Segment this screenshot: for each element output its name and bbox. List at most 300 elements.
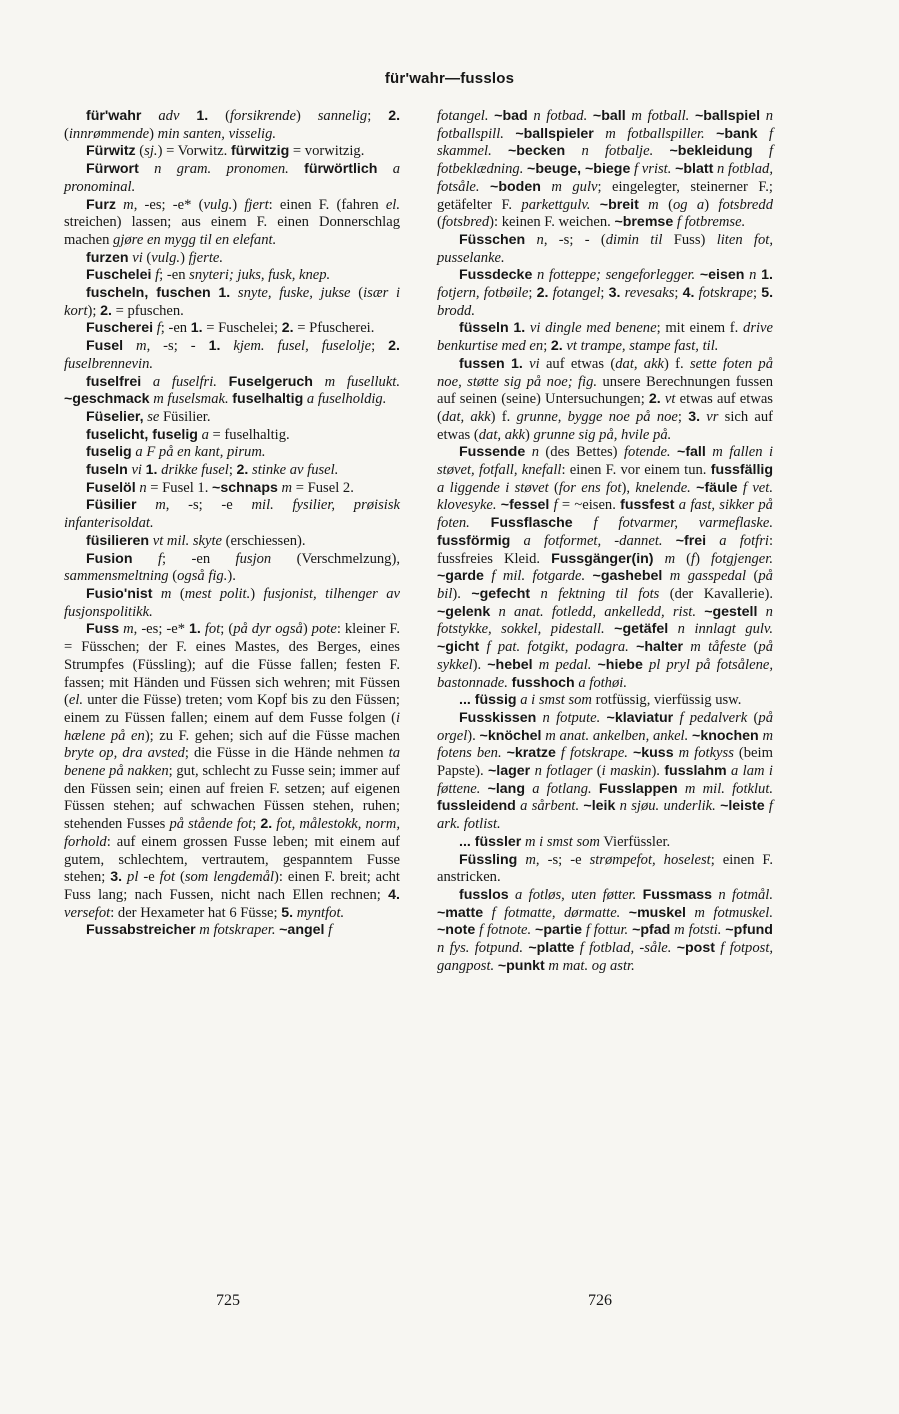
headword: ~knochen	[692, 727, 759, 744]
headword: ~schnaps	[212, 479, 278, 496]
italic-gloss: f fotvarmer, varmeflaske.	[593, 515, 773, 532]
headword: fuselhaltig	[232, 391, 304, 408]
entry-text	[629, 639, 636, 655]
italic-gloss: n fotpute.	[542, 709, 601, 726]
italic-gloss: f fotbeklædning.	[437, 143, 773, 178]
headword: fürwörtlich	[304, 161, 378, 178]
headword: Füsschen	[459, 231, 526, 248]
italic-gloss: f fotblad, -såle.	[579, 940, 672, 957]
italic-gloss: pote	[311, 621, 337, 638]
headword: fusshoch	[511, 674, 575, 691]
headword: Fussgänger(in)	[551, 550, 654, 567]
italic-gloss: dimin til	[605, 231, 663, 248]
dictionary-entry	[64, 374, 400, 409]
headword: ~partie	[535, 922, 582, 939]
italic-gloss: fotsbred	[441, 214, 490, 231]
entry-text: (	[548, 479, 559, 496]
italic-gloss: n fotstykke, sokkel, pidestall.	[437, 603, 773, 638]
headword: ~kuss	[632, 745, 674, 762]
headword: Fussmass	[642, 886, 713, 903]
entry-text	[620, 905, 628, 921]
headword: 2.	[550, 338, 563, 355]
headword: 2.	[536, 285, 549, 302]
italic-gloss: se	[147, 408, 160, 425]
entry-text: )	[232, 196, 245, 213]
headword: 1.	[761, 267, 773, 284]
headword: 1.	[208, 338, 221, 355]
italic-gloss: på bil	[437, 568, 773, 602]
italic-gloss: m fotballspiller.	[605, 125, 705, 142]
headword: 4.	[388, 886, 400, 903]
entry-text: sich auf etwas (	[437, 408, 773, 443]
entry-text: )	[704, 196, 719, 213]
italic-gloss: vt trampe, stampe fast, til.	[566, 338, 719, 355]
entry-text	[663, 533, 676, 549]
entry-text	[141, 108, 158, 124]
entry-text: ;	[677, 408, 689, 425]
headword: ~hebel	[487, 656, 533, 673]
entry-text: ).	[467, 727, 480, 744]
italic-gloss: ta benene på nakken	[64, 745, 400, 780]
left-column	[64, 108, 400, 940]
italic-gloss: strømpefot, hoselest	[589, 851, 711, 868]
entry-text	[605, 621, 614, 637]
entry-text: : einen F. (fahren	[268, 196, 386, 213]
headword: ~angel	[279, 922, 325, 939]
entry-text: ); zu F. gehen; sich auf die Füsse machen	[144, 727, 400, 744]
headword: Fussabstreicher	[86, 922, 196, 939]
dictionary-entry	[64, 143, 400, 161]
dictionary-entry	[64, 427, 400, 445]
italic-gloss: sannelig	[317, 108, 368, 124]
headword: 3.	[110, 869, 123, 886]
entry-text	[480, 781, 487, 797]
italic-gloss: dat, akk	[478, 426, 525, 443]
headword: ~klaviatur	[606, 709, 674, 726]
italic-gloss: n	[531, 444, 539, 461]
entry-text: ;	[674, 285, 683, 302]
italic-gloss: n innlagt gulv.	[677, 621, 773, 638]
entry-text: ) = Vorwitz.	[157, 143, 231, 160]
italic-gloss: drive benkurtise med en	[437, 320, 774, 355]
headword: fuscheln, fuschen	[86, 285, 211, 302]
italic-gloss: m fusellukt.	[324, 373, 400, 390]
italic-gloss: vr	[706, 408, 719, 425]
dictionary-entry	[64, 621, 400, 922]
entry-text: ; einen F. anstricken.	[437, 851, 773, 886]
italic-gloss: mest polit.	[184, 585, 251, 602]
italic-gloss: drikke fusel	[161, 462, 229, 479]
entry-text: = Fuschelei;	[202, 320, 282, 337]
headword: ~bad	[494, 108, 528, 124]
italic-gloss: f	[155, 267, 160, 284]
italic-gloss: a fothøi.	[578, 674, 627, 691]
headword: ~gicht	[437, 639, 480, 656]
italic-gloss: innrømmende	[68, 125, 150, 142]
entry-text	[696, 604, 704, 620]
entry-text: ; -en	[159, 267, 190, 284]
entry-text: ).	[227, 568, 236, 585]
italic-gloss: grunne sig på, hvile på.	[533, 426, 672, 443]
dictionary-entry	[437, 852, 773, 887]
headword: Fusel	[86, 338, 124, 355]
headword: ~getäfel	[614, 621, 669, 638]
entry-text: (	[168, 568, 178, 585]
italic-gloss: sammensmeltning	[64, 568, 169, 585]
headword: ~note	[437, 922, 476, 939]
entry-text: ; mit einem f.	[656, 320, 744, 337]
italic-gloss: a lam i føttene.	[437, 763, 773, 797]
dictionary-entry	[64, 922, 400, 940]
italic-gloss: fotende.	[623, 444, 671, 461]
entry-text	[470, 515, 491, 531]
headword: fussfest	[620, 497, 675, 514]
entry-text: ): keinen F. weichen.	[489, 214, 615, 231]
italic-gloss: vt	[664, 391, 676, 408]
entry-text: ).	[651, 763, 665, 780]
entry-text: ; -en	[160, 320, 191, 337]
italic-gloss: bryte op, dra avsted	[64, 745, 185, 762]
entry-text: (	[171, 585, 185, 602]
italic-gloss: a fuselfri.	[152, 373, 217, 390]
headword: 1.	[513, 320, 526, 337]
italic-gloss: m	[136, 338, 147, 355]
entry-text	[592, 781, 599, 797]
entry-text	[678, 781, 685, 797]
italic-gloss: vi	[529, 355, 540, 372]
italic-gloss: fot	[204, 621, 221, 638]
headword: ~fessel	[500, 497, 550, 514]
entry-text: (	[142, 249, 152, 266]
entry-text: )	[149, 125, 158, 142]
headword: ~leik	[583, 798, 616, 815]
headword: Fusskissen	[459, 709, 537, 726]
italic-gloss: m fotball.	[631, 108, 690, 124]
entry-text: = ~eisen.	[557, 497, 621, 514]
entry-text: ; gut, schlecht zu Fusse sein; immer auf den Füssen sein; einen auf freien F. setzen; auf eigenen Füssen stehen; auf schwachen Füssen stehen, ruhen; stehenden Fusses	[64, 763, 400, 833]
entry-text	[653, 143, 669, 159]
headword: ~knöchel	[479, 727, 542, 744]
entry-text: , -es; -e*	[133, 621, 190, 638]
headword: 2.	[260, 816, 273, 833]
entry-text: : der Hexameter hat 6 Füsse;	[110, 904, 282, 921]
dictionary-entry	[64, 338, 400, 373]
headword: ~lager	[487, 763, 531, 780]
headword: fuseln	[86, 462, 128, 479]
entry-text	[590, 197, 599, 213]
entry-text	[483, 905, 491, 921]
headword: Fussdecke	[459, 267, 533, 284]
entry-text	[123, 338, 136, 354]
italic-gloss: stinke av fusel.	[252, 462, 339, 479]
italic-gloss: f mil. fotgarde.	[491, 568, 586, 585]
entry-text: ; eingelegter, steinerner F.; getäfelter F.	[437, 178, 773, 213]
italic-gloss: f vrist.	[634, 161, 672, 178]
headword: ~gashebel	[592, 568, 663, 585]
italic-gloss: liten fot, pusselanke.	[437, 231, 773, 266]
italic-gloss: n fotteppe; sengeforlegger.	[537, 267, 696, 284]
entry-text	[141, 374, 153, 390]
headword: fuselfrei	[86, 373, 142, 390]
headword: 1.	[190, 320, 203, 337]
headword: ~frei	[675, 532, 707, 549]
entry-text: ;	[228, 462, 237, 479]
entry-text	[217, 374, 229, 390]
italic-gloss: a fotløs, uten føtter.	[515, 886, 637, 903]
entry-text: etwas auf etwas (	[437, 391, 773, 425]
italic-gloss: fjert	[244, 196, 269, 213]
right-column	[437, 108, 773, 975]
dictionary-entry	[437, 232, 773, 267]
headword: ~fäule	[696, 479, 738, 496]
italic-gloss: fotsbredd	[718, 196, 773, 213]
headword: ~ballspiel	[694, 108, 761, 124]
entry-text: (	[592, 763, 602, 780]
headword: ~matte	[437, 904, 484, 921]
italic-gloss: n fys. fotpund.	[437, 940, 523, 957]
entry-text: unsere Berechnungen fussen auf seinen (seine) Untersuchungen;	[437, 373, 773, 408]
italic-gloss: n	[536, 231, 544, 248]
italic-gloss: på stående fot	[169, 816, 253, 833]
italic-gloss: fotgjenger.	[710, 550, 773, 567]
italic-gloss: el.	[68, 692, 84, 709]
italic-gloss: el.	[385, 196, 401, 213]
italic-gloss: f fotpost, gangpost.	[437, 940, 774, 974]
italic-gloss: fot, målestokk, norm, forhold	[64, 816, 400, 850]
italic-gloss: f ark. fotlist.	[437, 798, 773, 833]
entry-text	[313, 374, 325, 390]
italic-gloss: m	[160, 585, 172, 602]
entry-text: ;	[543, 338, 551, 355]
entry-text: , -s; -e	[535, 851, 590, 868]
entry-text: -e	[138, 869, 160, 886]
headword: ~garde	[437, 568, 484, 585]
entry-text: )	[180, 249, 189, 266]
italic-gloss: n fotmål.	[718, 886, 773, 903]
headword: furzen	[86, 249, 129, 266]
dictionary-entry	[64, 197, 400, 250]
headword: Fuschelei	[86, 267, 152, 284]
entry-text	[530, 586, 540, 602]
entry-text: ;	[371, 338, 389, 355]
italic-gloss: myntfot.	[296, 904, 345, 921]
entry-text	[133, 551, 158, 567]
italic-gloss: på dyr også	[233, 621, 303, 638]
headword: fussförmig	[437, 532, 511, 549]
dictionary-entry	[64, 161, 400, 196]
entry-text: = Fusel 2.	[292, 479, 354, 496]
italic-gloss: vi	[131, 462, 142, 479]
headword: Fuselöl	[86, 479, 136, 496]
italic-gloss: m	[525, 851, 536, 868]
dictionary-entry	[64, 497, 400, 532]
entry-text: (	[675, 550, 692, 567]
entry-text	[492, 143, 508, 159]
italic-gloss: vi	[132, 249, 143, 266]
italic-gloss: n fektning til fots	[540, 585, 660, 602]
dictionary-entry	[64, 444, 400, 462]
italic-gloss: fotangel	[552, 285, 601, 302]
italic-gloss: sj.	[144, 143, 158, 160]
dictionary-entry	[64, 285, 400, 320]
italic-gloss: mil. fysilier, prøisisk infanterisoldat.	[64, 497, 400, 532]
italic-gloss: pl	[127, 869, 139, 886]
entry-text: (beim Papste).	[437, 745, 773, 780]
italic-gloss: n fotbalje.	[581, 143, 654, 160]
headword: Fürwitz	[86, 143, 136, 160]
entry-text: )	[295, 108, 318, 124]
entry-text: ).	[472, 656, 488, 673]
italic-gloss: f	[156, 320, 161, 337]
italic-gloss: a i smst som	[520, 692, 592, 709]
entry-text	[152, 586, 160, 602]
entry-text: = Pfuscherei.	[293, 320, 375, 337]
page-number-left: 725	[216, 1292, 240, 1309]
entry-text: );	[87, 302, 101, 319]
italic-gloss: f fottur.	[585, 922, 629, 939]
headword: 1.	[218, 285, 231, 302]
italic-gloss: grunne, bygge noe på noe	[516, 408, 678, 425]
italic-gloss: n anat. fotledd, ankelledd, rist.	[498, 603, 696, 620]
entry-text	[510, 533, 523, 549]
italic-gloss: a fuselholdig.	[306, 391, 387, 408]
headword: 2.	[236, 462, 249, 479]
italic-gloss: a pronominal.	[64, 161, 401, 195]
entry-text: : einen F. vor einem tun.	[561, 462, 711, 479]
entry-text: auf etwas (	[539, 355, 616, 372]
headword: ~bekleidung	[669, 143, 753, 160]
italic-gloss: a fast, sikker på foten.	[437, 497, 773, 532]
dictionary-entry	[64, 480, 400, 498]
italic-gloss: fot	[159, 869, 176, 886]
headword: Fusion	[86, 550, 133, 567]
italic-gloss: f	[691, 550, 696, 567]
entry-text	[753, 143, 769, 159]
headword: ~gefecht	[471, 585, 531, 602]
italic-gloss: m fallen i støvet, fotfall, knefall	[437, 444, 773, 479]
dictionary-entry	[437, 320, 773, 355]
dictionary-entry	[437, 356, 773, 445]
italic-gloss: m fotmuskel.	[694, 904, 773, 921]
headword: ~ballspieler	[515, 125, 594, 142]
entry-text: ;	[600, 285, 609, 302]
entry-text	[525, 232, 536, 248]
italic-gloss: fusjon	[235, 550, 272, 567]
headword: Fürwort	[86, 161, 139, 178]
entry-text	[758, 126, 769, 142]
headword: ~blatt	[675, 161, 714, 178]
entry-text: ;	[752, 285, 762, 302]
italic-gloss: m mil. fotklut.	[684, 780, 774, 797]
headword: ~gestell	[704, 603, 758, 620]
entry-text: (	[64, 125, 69, 142]
headword: ~hiebe	[597, 656, 643, 673]
dictionary-entry	[437, 710, 773, 834]
headword: 3.	[608, 285, 621, 302]
italic-gloss: versefot	[64, 904, 111, 921]
italic-gloss: a fotlang.	[532, 780, 592, 797]
entry-text	[573, 515, 594, 531]
entry-text: (	[746, 639, 759, 656]
entry-text: ),	[621, 479, 636, 496]
headword: ~boden	[490, 178, 541, 195]
italic-gloss: m	[123, 621, 134, 638]
entry-text	[139, 161, 154, 177]
italic-gloss: i hælene på en	[64, 709, 400, 744]
entry-text: unter die Füsse) treten; vom Kopf bis zu den Füssen; einem zu Füssen fallen; einem auf dem Fusse folgen (	[64, 692, 400, 726]
italic-gloss: f	[157, 550, 162, 567]
dictionary-entry	[64, 533, 400, 551]
entry-text	[662, 568, 669, 584]
italic-gloss: n sjøu. underlik.	[619, 798, 716, 815]
italic-gloss: på orgel	[437, 709, 773, 744]
italic-gloss: fotangel.	[437, 108, 489, 124]
entry-text: )	[524, 426, 534, 443]
entry-text: )	[302, 621, 312, 638]
entry-text: , -s; -	[146, 338, 209, 355]
entry-text: ;	[528, 285, 537, 302]
entry-text: rotfüssig, vierfüssig usw.	[591, 692, 742, 709]
headword: ~beuge, ~biege	[527, 161, 631, 178]
entry-text: )	[695, 550, 711, 567]
italic-gloss: især i kort	[64, 285, 400, 319]
italic-gloss: a fotformet, -dannet.	[523, 532, 663, 549]
dictionary-entry	[437, 108, 773, 232]
headword: ... füssig	[459, 692, 517, 709]
entry-text: (erschiessen).	[222, 532, 306, 549]
headword: 1.	[189, 621, 201, 638]
entry-text	[706, 533, 719, 549]
dictionary-entry	[64, 586, 400, 621]
italic-gloss: m fuselsmak.	[153, 391, 229, 408]
entry-text	[585, 568, 592, 584]
entry-text: = Fusel 1.	[146, 479, 213, 496]
headword: fusslahm	[664, 763, 727, 780]
italic-gloss: gjøre en mygg til en elefant.	[113, 231, 277, 248]
italic-gloss: n fotbad.	[533, 108, 588, 124]
entry-text: (	[350, 285, 364, 302]
entry-text	[541, 179, 551, 195]
entry-text: = vorwitzig.	[289, 143, 365, 160]
entry-text: : kleiner F. = Füsschen; der F. eines Mastes, des Berges, eines Strumpfes (Füssling); auf die Füsse fallen; festen F. fassen; mit Händen und Füssen sich wehren; mit Füssen (	[64, 621, 400, 709]
entry-text: (des Bettes)	[538, 444, 624, 461]
italic-gloss: knelende.	[635, 479, 691, 496]
headword: 5.	[281, 904, 294, 921]
headword: 5.	[761, 285, 774, 302]
italic-gloss: n fotballspill.	[437, 108, 773, 142]
entry-text: (	[658, 196, 673, 213]
headword: ~fall	[677, 444, 706, 461]
italic-gloss: n	[749, 267, 757, 284]
italic-gloss: i maskin	[601, 763, 652, 780]
entry-text	[136, 497, 155, 513]
italic-gloss: pl pryl på fotsålene, bastonnade.	[437, 656, 773, 691]
headword: 2.	[100, 302, 112, 319]
italic-gloss: brodd.	[437, 302, 475, 319]
italic-gloss: n	[139, 479, 147, 496]
headword: fusslos	[459, 886, 509, 903]
entry-text	[654, 551, 665, 567]
italic-gloss: adv	[158, 108, 180, 124]
entry-text	[705, 126, 716, 142]
italic-gloss: a fotfri	[719, 532, 769, 549]
italic-gloss: m fotsti.	[674, 922, 722, 939]
italic-gloss: snyte, fuske, jukse	[237, 285, 351, 302]
italic-gloss: fotskrape	[698, 285, 753, 302]
italic-gloss: vt mil. skyte	[152, 532, 223, 549]
entry-text: ) f.	[490, 408, 517, 425]
headword: ~bremse	[614, 214, 674, 231]
